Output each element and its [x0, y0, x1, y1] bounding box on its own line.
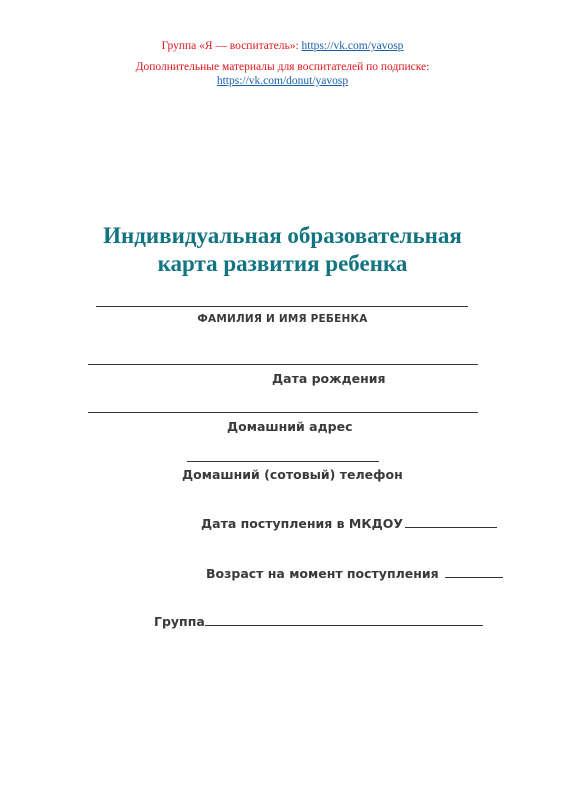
admission-date-blank[interactable] — [405, 516, 497, 528]
document-title — [0, 222, 565, 278]
group-label — [154, 614, 483, 629]
admission-age-text: Возраст на момент поступления — [206, 566, 439, 581]
phone-line — [187, 461, 379, 462]
phone-label: Домашний (сотовый) телефон — [182, 467, 403, 482]
admission-age-blank[interactable] — [445, 566, 503, 578]
admission-age-label — [206, 566, 503, 581]
group-link[interactable]: https://vk.com/yavosp — [301, 40, 404, 52]
extra-materials-text: Дополнительные материалы для воспитателей по подписке: — [135, 61, 430, 73]
admission-date-text: Дата поступления в МКДОУ — [201, 516, 403, 531]
title-line-2: карта развития ребенка — [157, 251, 408, 276]
birth-date-label: Дата рождения — [272, 371, 386, 386]
group-prefix: Группа «Я — воспитатель»: — [161, 40, 302, 52]
child-name-label: ФАМИЛИЯ И ИМЯ РЕБЕНКА — [197, 313, 368, 325]
title-line-1: Индивидуальная образовательная — [103, 223, 462, 248]
child-name-line — [96, 306, 468, 307]
group-line — [0, 39, 565, 53]
home-address-line — [88, 412, 478, 413]
group-blank[interactable] — [205, 614, 483, 626]
group-text: Группа — [154, 614, 205, 629]
donut-link[interactable]: https://vk.com/donut/yavosp — [216, 75, 349, 87]
extra-materials-line — [0, 74, 565, 88]
admission-date-label — [201, 516, 497, 531]
home-address-label: Домашний адрес — [227, 419, 353, 434]
birth-date-line — [88, 364, 478, 365]
